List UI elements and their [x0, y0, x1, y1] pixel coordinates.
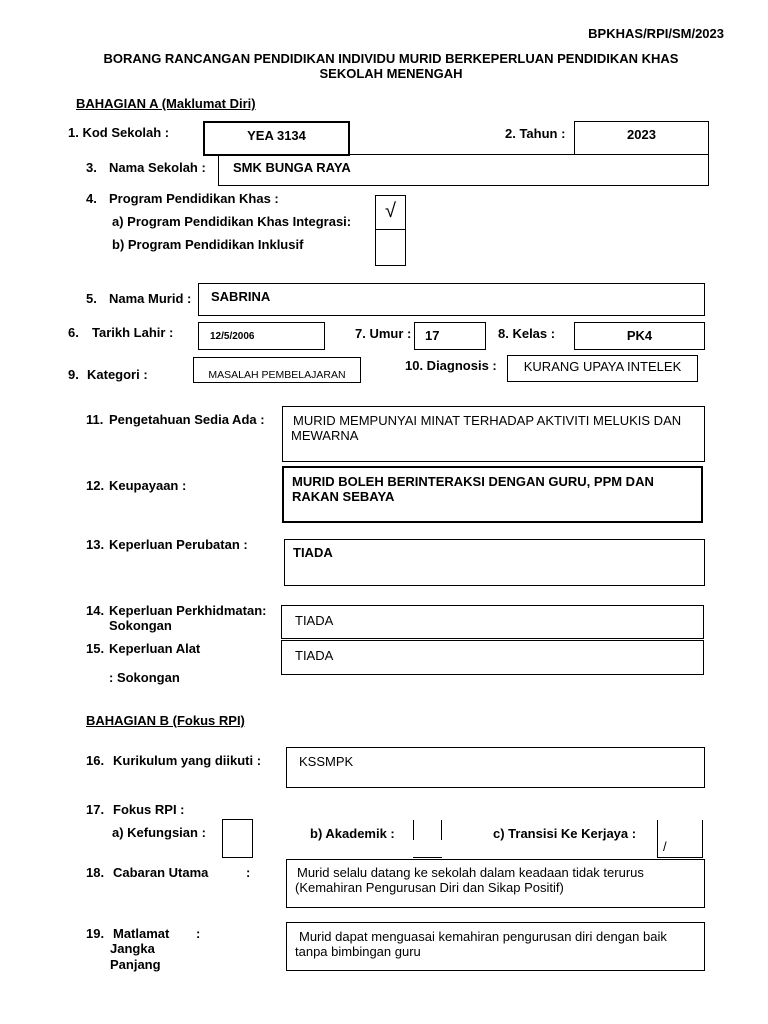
umur-field[interactable]	[414, 322, 486, 350]
matlamat-colon: :	[196, 926, 201, 941]
kelas-field[interactable]	[574, 322, 705, 350]
kelas-label: 8. Kelas :	[498, 326, 556, 341]
keupayaan-number: 12.	[86, 478, 105, 493]
perubatan-label: Keperluan Perubatan :	[109, 537, 248, 552]
nama-murid-number: 5.	[86, 291, 97, 306]
diagnosis-field[interactable]	[507, 355, 698, 382]
umur-label: 7. Umur :	[355, 326, 412, 341]
tarikh-lahir-value: 12/5/2006	[210, 331, 255, 342]
fokus-transisi-mark: /	[663, 839, 667, 854]
kategori-value: MASALAH PEMBELAJARAN	[208, 369, 346, 381]
kategori-number: 9.	[68, 367, 79, 382]
pengetahuan-field[interactable]	[282, 406, 705, 462]
perkhidmatan-field[interactable]	[281, 605, 704, 639]
diagnosis-label: 10. Diagnosis :	[405, 358, 497, 373]
form-title-line2: SEKOLAH MENENGAH	[319, 66, 463, 81]
program-option-a-checkbox[interactable]	[375, 195, 406, 230]
fokus-label: Fokus RPI :	[113, 802, 185, 817]
pengetahuan-line1: MURID MEMPUNYAI MINAT TERHADAP AKTIVITI MELUKIS DAN	[293, 413, 682, 428]
fokus-akademik-checkbox[interactable]	[413, 857, 442, 858]
keupayaan-line1: MURID BOLEH BERINTERAKSI DENGAN GURU, PPM DAN	[292, 474, 654, 489]
keupayaan-line2: RAKAN SEBAYA	[292, 489, 395, 504]
nama-murid-field[interactable]	[198, 283, 705, 316]
fokus-kefungsian-checkbox[interactable]	[222, 819, 253, 858]
kategori-field[interactable]	[193, 357, 361, 383]
nama-murid-value: SABRINA	[211, 289, 271, 304]
matlamat-field[interactable]	[286, 922, 705, 971]
alat-field[interactable]	[281, 640, 704, 675]
nama-sekolah-number: 3.	[86, 160, 97, 175]
matlamat-line1: Murid dapat menguasai kemahiran pengurusan diri dengan baik	[299, 929, 667, 944]
pengetahuan-line2: MEWARNA	[291, 428, 359, 443]
kod-sekolah-label: 1. Kod Sekolah :	[68, 125, 170, 140]
keupayaan-field[interactable]	[282, 466, 703, 523]
akademik-box-right-line	[441, 820, 442, 840]
section-a-heading: BAHAGIAN A (Maklumat Diri)	[76, 96, 256, 111]
akademik-box-left-line	[413, 820, 414, 840]
tarikh-lahir-label: Tarikh Lahir :	[92, 325, 174, 340]
perubatan-number: 13.	[86, 537, 105, 552]
alat-number: 15.	[86, 641, 105, 656]
cabaran-number: 18.	[86, 865, 105, 880]
checkmark-icon: √	[385, 200, 396, 222]
matlamat-number: 19.	[86, 926, 105, 941]
fokus-akademik-label: b) Akademik :	[310, 826, 395, 841]
alat-value: TIADA	[295, 648, 334, 663]
cabaran-colon: :	[246, 865, 251, 880]
kategori-label: Kategori :	[87, 367, 148, 382]
transisi-box-right-line	[702, 820, 703, 858]
fokus-transisi-label: c) Transisi Ke Kerjaya :	[493, 826, 637, 841]
tarikh-lahir-number: 6.	[68, 325, 79, 340]
kurikulum-label: Kurikulum yang diikuti :	[113, 753, 262, 768]
perkhidmatan-label-line2: Sokongan	[109, 618, 172, 633]
kelas-value: PK4	[626, 328, 653, 343]
pengetahuan-number: 11.	[86, 412, 104, 427]
kurikulum-field[interactable]	[286, 747, 705, 788]
diagnosis-value: KURANG UPAYA INTELEK	[523, 359, 682, 374]
perkhidmatan-number: 14.	[86, 603, 105, 618]
form-reference: BPKHAS/RPI/SM/2023	[588, 26, 724, 41]
fokus-number: 17.	[86, 802, 105, 817]
nama-sekolah-field[interactable]	[218, 154, 709, 186]
program-label: Program Pendidikan Khas :	[109, 191, 279, 206]
matlamat-label-line1: Matlamat	[113, 926, 170, 941]
fokus-kefungsian-label: a) Kefungsian :	[112, 825, 206, 840]
perkhidmatan-value: TIADA	[295, 613, 334, 628]
matlamat-label-line2: Jangka	[110, 941, 155, 956]
nama-sekolah-value: SMK BUNGA RAYA	[233, 160, 351, 175]
transisi-box-left-line	[657, 820, 658, 858]
keupayaan-label: Keupayaan :	[109, 478, 187, 493]
perubatan-field[interactable]	[284, 539, 705, 586]
tarikh-lahir-field[interactable]	[198, 322, 325, 350]
kod-sekolah-value: YEA 3134	[247, 128, 306, 143]
nama-murid-label: Nama Murid :	[109, 291, 192, 306]
cabaran-label: Cabaran Utama	[113, 865, 209, 880]
kod-sekolah-field[interactable]	[203, 121, 350, 156]
tahun-label: 2. Tahun :	[505, 126, 566, 141]
nama-sekolah-label: Nama Sekolah :	[109, 160, 206, 175]
tahun-field[interactable]	[574, 121, 709, 155]
cabaran-field[interactable]	[286, 859, 705, 908]
kurikulum-value: KSSMPK	[299, 754, 354, 769]
form-title-line1: BORANG RANCANGAN PENDIDIKAN INDIVIDU MURID BERKEPERLUAN PENDIDIKAN KHAS	[103, 51, 679, 66]
section-b-heading: BAHAGIAN B (Fokus RPI)	[86, 713, 245, 728]
umur-value: 17	[425, 328, 440, 343]
perubatan-value: TIADA	[293, 545, 333, 560]
cabaran-line2: (Kemahiran Pengurusan Diri dan Sikap Positif)	[295, 880, 564, 895]
matlamat-line2: tanpa bimbingan guru	[295, 944, 421, 959]
alat-label-line2: : Sokongan	[109, 670, 180, 685]
fokus-transisi-checkbox[interactable]	[657, 839, 703, 858]
alat-label-line1: Keperluan Alat	[109, 641, 201, 656]
program-option-a-label: a) Program Pendidikan Khas Integrasi:	[112, 214, 352, 229]
kurikulum-number: 16.	[86, 753, 105, 768]
program-number: 4.	[86, 191, 97, 206]
tahun-value: 2023	[627, 127, 656, 142]
pengetahuan-label: Pengetahuan Sedia Ada :	[109, 412, 265, 427]
program-option-b-checkbox[interactable]	[375, 229, 406, 266]
perkhidmatan-label-line1: Keperluan Perkhidmatan:	[109, 603, 267, 618]
program-option-b-label: b) Program Pendidikan Inklusif	[112, 237, 304, 252]
cabaran-line1: Murid selalu datang ke sekolah dalam keadaan tidak terurus	[297, 865, 644, 880]
matlamat-label-line3: Panjang	[110, 957, 161, 972]
